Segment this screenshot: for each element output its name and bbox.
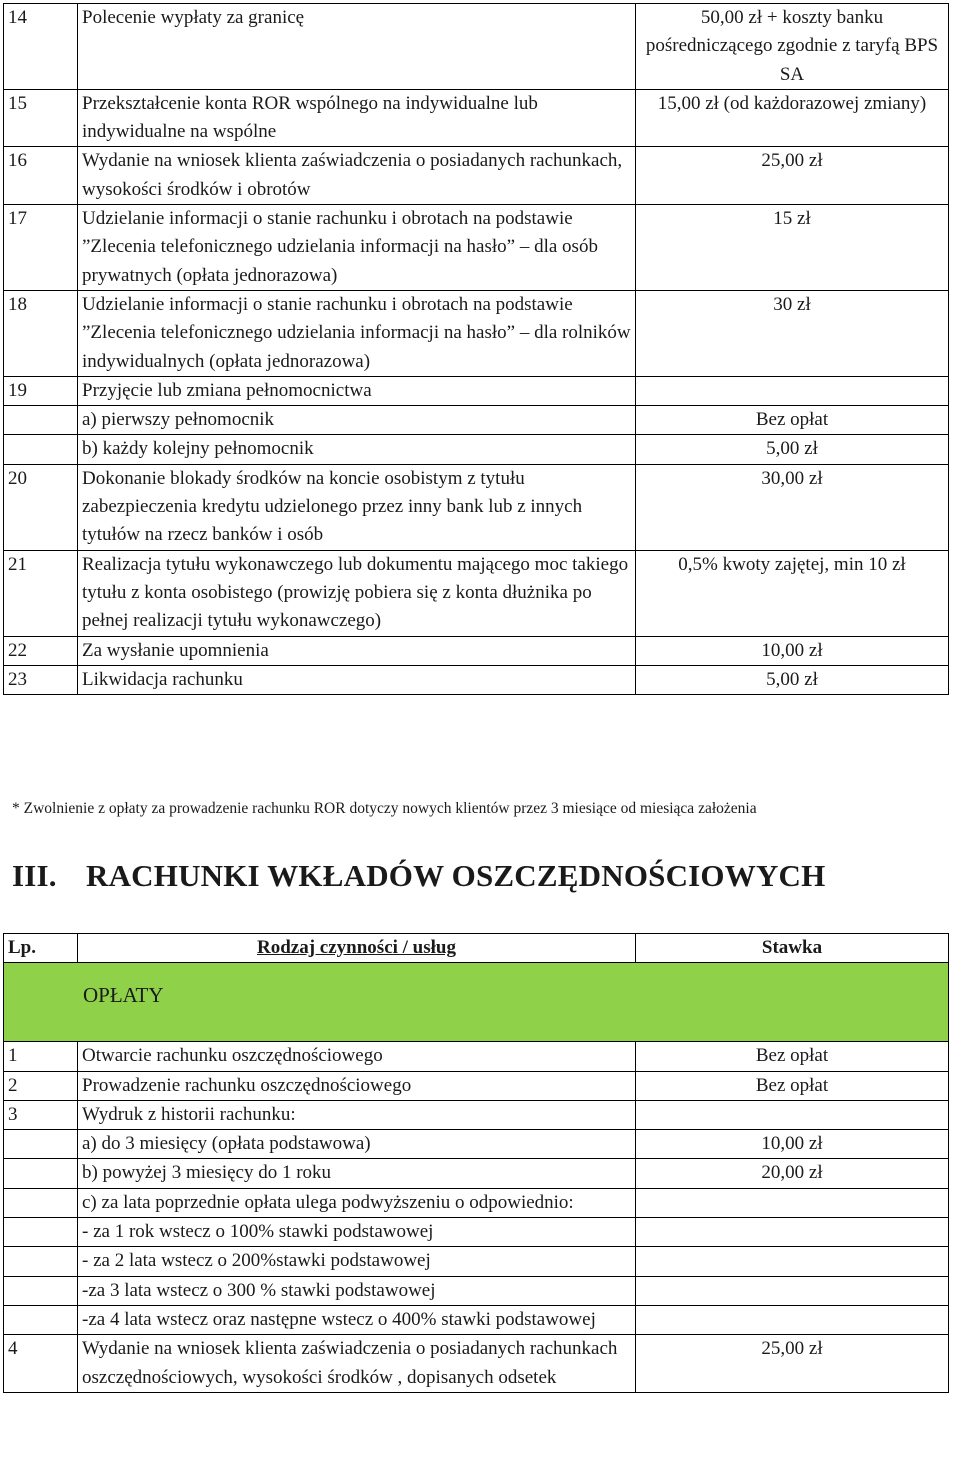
row-description: a) pierwszy pełnomocnik [78, 406, 636, 435]
table-row [4, 1276, 949, 1305]
table-row [4, 1247, 949, 1276]
table-row [4, 89, 949, 147]
row-description: Udzielanie informacji o stanie rachunku i obrotach na podstawie ”Zlecenia telefonicznego udzielania informacji na hasło” – dla osób prywatnych (opłata jednorazowa) [78, 205, 636, 291]
row-description: Realizacja tytułu wykonawczego lub dokumentu mającego moc takiego tytułu z konta osobistego (prowizję pobiera się z konta dłużnika po pełnej realizacji tytułu wykonawczego) [78, 550, 636, 636]
row-rate [636, 1218, 949, 1247]
row-description: Wydanie na wniosek klienta zaświadczenia o posiadanych rachunkach oszczędnościowych, wysokości środków , dopisanych odsetek [78, 1335, 636, 1393]
table-row [4, 147, 949, 205]
row-number [4, 1276, 78, 1305]
row-rate: 30 zł [636, 290, 949, 376]
row-number [4, 1159, 78, 1188]
row-rate [636, 1100, 949, 1129]
row-rate [636, 1247, 949, 1276]
row-number: 17 [4, 205, 78, 291]
table-row [4, 290, 949, 376]
header-stawka: Stawka [636, 934, 949, 963]
table-row [4, 1218, 949, 1247]
row-description: Udzielanie informacji o stanie rachunku i obrotach na podstawie ”Zlecenia telefonicznego udzielania informacji na hasło” – dla rolników indywidualnych (opłata jednorazowa) [78, 290, 636, 376]
header-lp: Lp. [4, 934, 78, 963]
row-number [4, 1218, 78, 1247]
row-description: Za wysłanie upomnienia [78, 636, 636, 665]
row-number: 1 [4, 1042, 78, 1071]
row-description: -za 4 lata wstecz oraz następne wstecz o 400% stawki podstawowej [78, 1305, 636, 1334]
footnote: * Zwolnienie z opłaty za prowadzenie rachunku ROR dotyczy nowych klientów przez 3 miesiące od miesiąca założenia [12, 800, 757, 817]
section-title: RACHUNKI WKŁADÓW OSZCZĘDNOŚCIOWYCH [86, 858, 826, 893]
row-description: Polecenie wypłaty za granicę [78, 4, 636, 90]
row-number [4, 435, 78, 464]
table-row [4, 550, 949, 636]
table-row [4, 435, 949, 464]
row-description: Przekształcenie konta ROR wspólnego na indywidualne lub indywidualne na wspólne [78, 89, 636, 147]
row-description: - za 1 rok wstecz o 100% stawki podstawowej [78, 1218, 636, 1247]
row-description: Otwarcie rachunku oszczędnościowego [78, 1042, 636, 1071]
row-rate: 5,00 zł [636, 435, 949, 464]
group-cell [4, 963, 949, 1042]
row-number: 21 [4, 550, 78, 636]
header-rodzaj: Rodzaj czynności / usług [78, 934, 636, 963]
row-description: a) do 3 miesięcy (opłata podstawowa) [78, 1130, 636, 1159]
row-rate: 10,00 zł [636, 636, 949, 665]
table-row [4, 1305, 949, 1334]
row-description: b) każdy kolejny pełnomocnik [78, 435, 636, 464]
fees-table-savings [3, 933, 949, 1393]
row-number [4, 1188, 78, 1217]
row-rate [636, 376, 949, 405]
row-number: 20 [4, 464, 78, 550]
row-number: 23 [4, 665, 78, 694]
row-rate: 25,00 zł [636, 147, 949, 205]
group-label: OPŁATY [83, 983, 164, 1008]
table-row [4, 406, 949, 435]
row-rate: 20,00 zł [636, 1159, 949, 1188]
row-rate [636, 1276, 949, 1305]
row-description: Wydanie na wniosek klienta zaświadczenia o posiadanych rachunkach, wysokości środków i obrotów [78, 147, 636, 205]
row-number: 19 [4, 376, 78, 405]
group-row-oplaty [4, 963, 949, 1042]
row-rate: 5,00 zł [636, 665, 949, 694]
row-number [4, 1305, 78, 1334]
row-number: 2 [4, 1071, 78, 1100]
section-number: III. [12, 858, 57, 893]
row-number: 16 [4, 147, 78, 205]
row-rate: 10,00 zł [636, 1130, 949, 1159]
table-row [4, 1042, 949, 1071]
row-number: 14 [4, 4, 78, 90]
row-description: Likwidacja rachunku [78, 665, 636, 694]
row-rate [636, 1188, 949, 1217]
table-row [4, 636, 949, 665]
row-description: -za 3 lata wstecz o 300 % stawki podstawowej [78, 1276, 636, 1305]
row-number [4, 1130, 78, 1159]
row-rate: 0,5% kwoty zajętej, min 10 zł [636, 550, 949, 636]
row-number: 15 [4, 89, 78, 147]
row-description: c) za lata poprzednie opłata ulega podwyższeniu o odpowiednio: [78, 1188, 636, 1217]
table-row [4, 1130, 949, 1159]
row-number: 22 [4, 636, 78, 665]
table-row [4, 205, 949, 291]
row-description: Prowadzenie rachunku oszczędnościowego [78, 1071, 636, 1100]
table-row [4, 1100, 949, 1129]
row-number [4, 1247, 78, 1276]
row-rate: 30,00 zł [636, 464, 949, 550]
row-rate: 15,00 zł (od każdorazowej zmiany) [636, 89, 949, 147]
row-number: 4 [4, 1335, 78, 1393]
row-description: Dokonanie blokady środków na koncie osobistym z tytułu zabezpieczenia kredytu udzielonego przez inny bank lub z innych tytułów na rzecz banków i osób [78, 464, 636, 550]
table-row [4, 1188, 949, 1217]
row-rate [636, 1305, 949, 1334]
table-row [4, 1071, 949, 1100]
fees-table-ror [3, 3, 949, 695]
row-description: Przyjęcie lub zmiana pełnomocnictwa [78, 376, 636, 405]
row-rate: Bez opłat [636, 1042, 949, 1071]
table-row [4, 1159, 949, 1188]
row-rate: 50,00 zł + koszty banku pośredniczącego zgodnie z taryfą BPS SA [636, 4, 949, 90]
row-description: b) powyżej 3 miesięcy do 1 roku [78, 1159, 636, 1188]
row-rate: 25,00 zł [636, 1335, 949, 1393]
table-row [4, 376, 949, 405]
table-row [4, 1335, 949, 1393]
row-number [4, 406, 78, 435]
row-rate: 15 zł [636, 205, 949, 291]
row-rate: Bez opłat [636, 406, 949, 435]
row-number: 18 [4, 290, 78, 376]
section-heading [12, 858, 825, 894]
table-row [4, 464, 949, 550]
row-number: 3 [4, 1100, 78, 1129]
row-rate: Bez opłat [636, 1071, 949, 1100]
table-row [4, 4, 949, 90]
row-description: - za 2 lata wstecz o 200%stawki podstawowej [78, 1247, 636, 1276]
table-row [4, 665, 949, 694]
table-header-row [4, 934, 949, 963]
row-description: Wydruk z historii rachunku: [78, 1100, 636, 1129]
